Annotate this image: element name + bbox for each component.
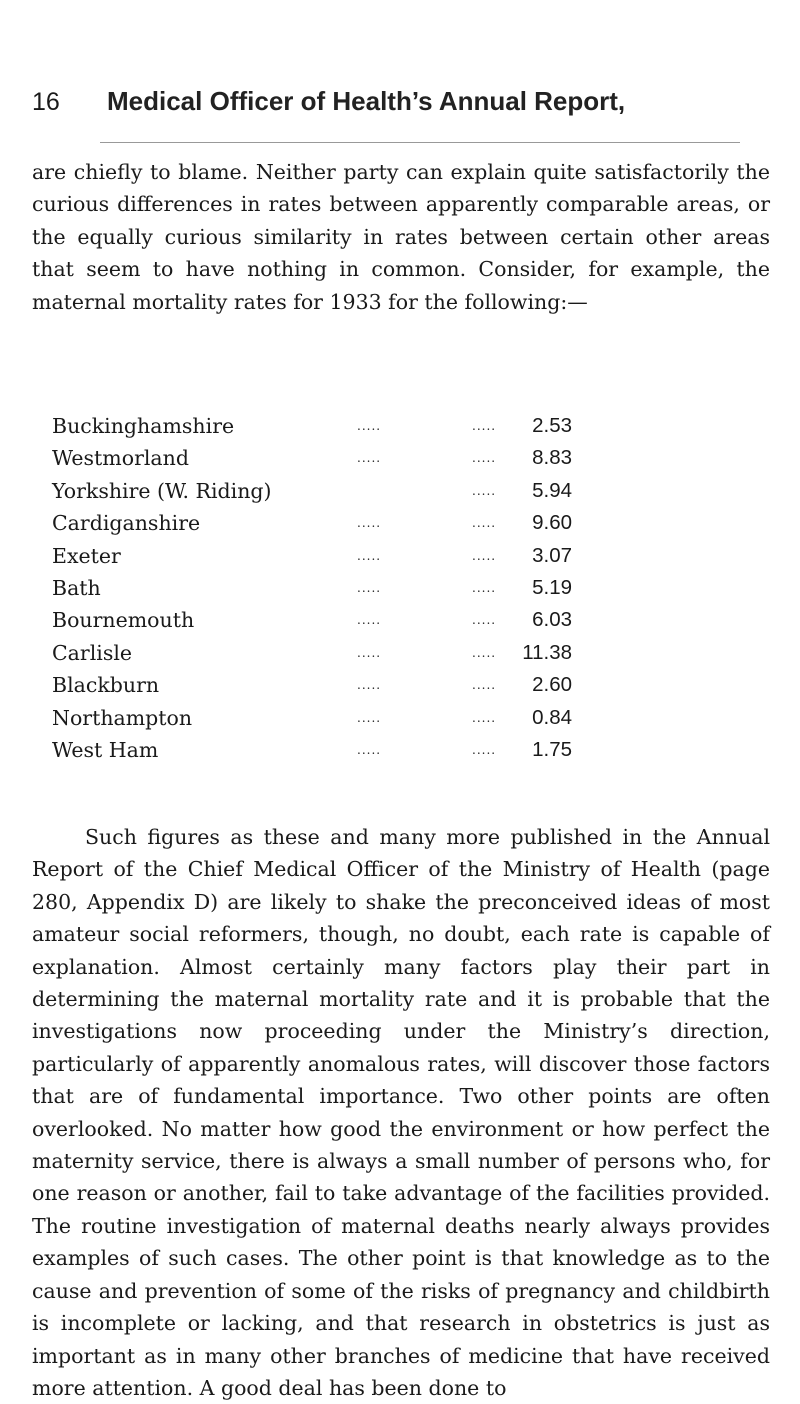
mortality-rate: 9.60 xyxy=(532,511,572,535)
area-name: Bournemouth xyxy=(52,608,195,633)
leader-dots: ..... xyxy=(357,613,382,628)
table-row xyxy=(52,734,572,766)
leader-dots: ..... xyxy=(472,451,497,466)
table-row xyxy=(52,604,572,636)
mortality-rate: 8.83 xyxy=(532,446,572,470)
area-name: Bath xyxy=(52,575,101,600)
area-name: West Ham xyxy=(52,737,159,762)
table-row xyxy=(52,637,572,669)
leader-dots: ..... xyxy=(357,678,382,693)
area-name: Exeter xyxy=(52,543,121,568)
maternal-mortality-table xyxy=(52,410,572,766)
mortality-rate: 3.07 xyxy=(532,543,572,567)
mortality-rate: 0.84 xyxy=(532,705,572,729)
leader-dots: ..... xyxy=(357,742,382,757)
mortality-rate: 2.53 xyxy=(532,414,572,437)
area-name: Blackburn xyxy=(52,673,160,698)
leader-dots: ..... xyxy=(472,548,497,563)
leader-dots: ..... xyxy=(357,548,382,563)
area-name: Carlisle xyxy=(52,640,133,665)
mortality-rate: 11.38 xyxy=(522,640,572,664)
area-name: Westmorland xyxy=(52,446,189,471)
table-row xyxy=(52,702,572,734)
page-number: 16 xyxy=(32,88,60,116)
mortality-rate: 5.94 xyxy=(532,478,572,502)
paragraph-intro: are chiefly to blame. Neither party can explain quite satisfactorily the curious differences in rates between apparently comparable areas, or the equally curious similarity in rates between certain other areas that seem to have nothing in common. Consider, for example, the maternal mortality rates for 1933 for the following:— xyxy=(32,160,770,314)
mortality-rate: 5.19 xyxy=(532,575,572,599)
table-row xyxy=(52,442,572,474)
leader-dots: ..... xyxy=(357,710,382,725)
mortality-rate: 6.03 xyxy=(532,608,572,632)
header-rule xyxy=(100,142,740,143)
leader-dots: ..... xyxy=(357,451,382,466)
leader-dots: ..... xyxy=(472,580,497,595)
leader-dots: ..... xyxy=(472,678,497,693)
leader-dots: ..... xyxy=(357,419,382,433)
leader-dots: ..... xyxy=(357,645,382,660)
area-name: Buckinghamshire xyxy=(52,414,235,438)
leader-dots: ..... xyxy=(472,710,497,725)
leader-dots: ..... xyxy=(357,580,382,595)
area-name: Cardiganshire xyxy=(52,511,201,536)
mortality-rate: 1.75 xyxy=(532,737,572,761)
area-name: Northampton xyxy=(52,705,193,730)
table-row xyxy=(52,475,572,507)
table-row xyxy=(52,410,572,442)
table-row xyxy=(52,572,572,604)
leader-dots: ..... xyxy=(472,516,497,531)
mortality-rate: 2.60 xyxy=(532,673,572,697)
table-row xyxy=(52,507,572,539)
page-header xyxy=(32,88,772,128)
table-row xyxy=(52,540,572,572)
running-title: Medical Officer of Health’s Annual Report, xyxy=(107,86,626,116)
leader-dots: ..... xyxy=(472,742,497,757)
area-name: Yorkshire (W. Riding) xyxy=(52,478,272,503)
leader-dots: ..... xyxy=(472,613,497,628)
table-row xyxy=(52,669,572,701)
paragraph-discussion: Such figures as these and many more published in the Annual Report of the Chief Medical Officer of the Ministry of Health (page 280, Appendix D) are likely to shake the preconceived ideas of most amateur social reformers, though, no doubt, each rate is capable of explanation. Almost certainly many factors play their part in determining the maternal mortality rate and it is probable that the investigations now proceeding under the Ministry’s direction, particularly of apparently anomalous rates, will discover those factors that are of fundamental importance. Two other points are often overlooked. No matter how good the environment or how perfect the maternity service, there is always a small number of persons who, for one reason or another, fail to take advantage of the facilities provided. The routine investigation of maternal deaths nearly always provides examples of such cases. The other point is that knowledge as to the cause and prevention of some of the risks of pregnancy and childbirth is incomplete or lacking, and that research in obstetrics is just as important as in many other branches of medicine that have received more attention. A good deal has been done to xyxy=(32,825,770,1400)
leader-dots: ..... xyxy=(472,645,497,660)
leader-dots: ..... xyxy=(472,483,497,498)
leader-dots: ..... xyxy=(472,419,497,433)
leader-dots: ..... xyxy=(357,516,382,531)
